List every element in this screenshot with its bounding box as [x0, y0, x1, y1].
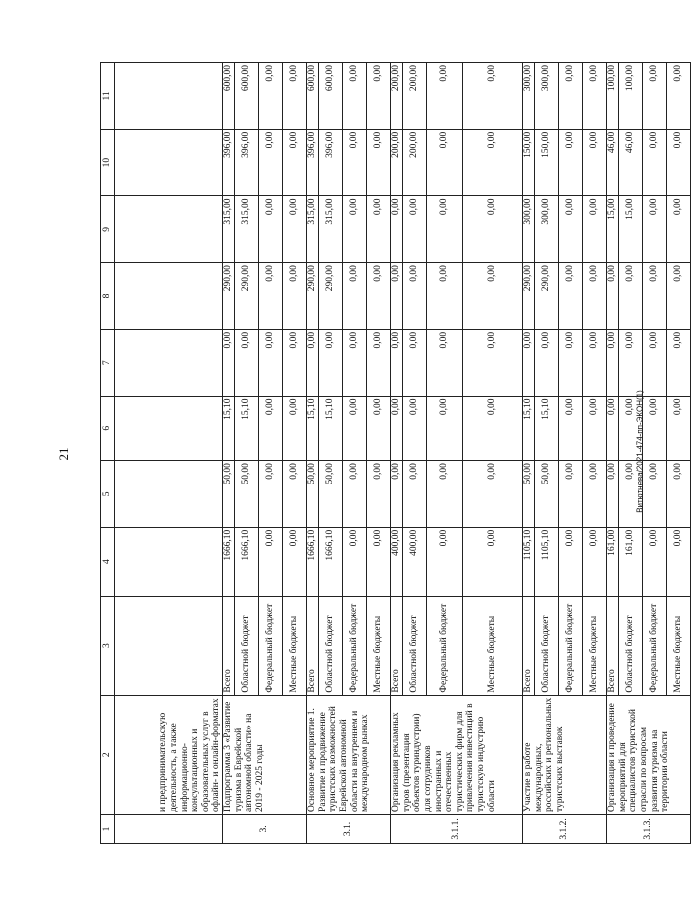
amount-cell: 0,00	[643, 63, 667, 130]
amount-cell: 150,00	[535, 129, 559, 196]
amount-cell: 50,00	[223, 461, 235, 528]
continuation-num-cell	[115, 814, 223, 843]
amount-cell: 0,00	[463, 63, 523, 130]
item-number: 3.1.	[307, 814, 391, 843]
amount-cell: 290,00	[307, 263, 319, 330]
item-description: Организация рекламных туров (презентация объектов туриндустрии) для сотрудников иностранных и отечественных туристических фирм для привлечения инвестиций в туристскую индустрию области	[391, 695, 523, 814]
amount-cell: 0,00	[463, 396, 523, 461]
amount-cell: 0,00	[667, 263, 691, 330]
amount-cell: 0,00	[643, 329, 667, 396]
column-header-9: 9	[101, 196, 115, 263]
funding-source: Областной бюджет	[403, 596, 427, 695]
amount-cell: 0,00	[427, 527, 463, 596]
amount-cell: 315,00	[319, 196, 343, 263]
amount-cell: 0,00	[643, 461, 667, 528]
column-header-2: 2	[101, 695, 115, 814]
amount-cell: 0,00	[259, 461, 283, 528]
amount-cell: 200,00	[391, 129, 403, 196]
amount-cell: 0,00	[343, 129, 367, 196]
amount-cell: 0,00	[619, 396, 643, 461]
item-description: Основное мероприятие 1. Развитие и продвижение туристских возможностей Еврейской автономной области на внутреннем и международном рынках	[307, 695, 391, 814]
column-header-7: 7	[101, 329, 115, 396]
amount-cell: 0,00	[403, 196, 427, 263]
amount-cell: 0,00	[427, 329, 463, 396]
item-number: 3.1.1.	[391, 814, 523, 843]
amount-cell: 0,00	[259, 263, 283, 330]
item-description: Участие в работе международных, российских и региональных туристских выставок	[523, 695, 607, 814]
column-header-10: 10	[101, 129, 115, 196]
amount-cell: 0,00	[667, 329, 691, 396]
amount-cell: 0,00	[559, 396, 583, 461]
amount-cell: 0,00	[643, 196, 667, 263]
column-header-3: 3	[101, 596, 115, 695]
amount-cell: 50,00	[523, 461, 535, 528]
amount-cell: 1666,10	[235, 527, 259, 596]
amount-cell: 0,00	[667, 129, 691, 196]
funding-source: Федеральный бюджет	[643, 596, 667, 695]
amount-cell: 200,00	[391, 63, 403, 130]
amount-cell: 15,00	[607, 196, 619, 263]
amount-cell: 0,00	[667, 461, 691, 528]
amount-cell: 0,00	[607, 396, 619, 461]
amount-cell: 0,00	[667, 396, 691, 461]
funding-source: Федеральный бюджет	[343, 596, 367, 695]
amount-cell: 0,00	[607, 461, 619, 528]
table-row	[307, 63, 319, 844]
amount-cell: 0,00	[367, 129, 391, 196]
funding-source: Федеральный бюджет	[427, 596, 463, 695]
amount-cell: 290,00	[235, 263, 259, 330]
amount-cell: 15,10	[319, 396, 343, 461]
amount-cell: 0,00	[403, 263, 427, 330]
amount-cell: 396,00	[319, 129, 343, 196]
amount-cell: 0,00	[583, 527, 607, 596]
amount-cell: 0,00	[583, 129, 607, 196]
funding-source: Местные бюджеты	[667, 596, 691, 695]
amount-cell: 0,00	[343, 527, 367, 596]
funding-source: Всего	[523, 596, 535, 695]
amount-cell: 15,10	[523, 396, 535, 461]
amount-cell: 1666,10	[319, 527, 343, 596]
amount-cell: 0,00	[391, 329, 403, 396]
amount-cell: 400,00	[403, 527, 427, 596]
amount-cell: 0,00	[427, 461, 463, 528]
budget-table	[100, 62, 691, 844]
amount-cell: 0,00	[463, 263, 523, 330]
continuation-row	[115, 63, 223, 844]
amount-cell: 0,00	[559, 129, 583, 196]
amount-cell: 300,00	[535, 196, 559, 263]
amount-cell: 396,00	[223, 129, 235, 196]
amount-cell: 0,00	[259, 396, 283, 461]
amount-cell: 0,00	[367, 527, 391, 596]
amount-cell: 600,00	[319, 63, 343, 130]
amount-cell: 15,10	[235, 396, 259, 461]
amount-cell: 0,00	[559, 527, 583, 596]
amount-cell: 0,00	[367, 196, 391, 263]
funding-source: Областной бюджет	[235, 596, 259, 695]
amount-cell: 15,10	[535, 396, 559, 461]
amount-cell: 0,00	[463, 329, 523, 396]
amount-cell: 0,00	[559, 263, 583, 330]
amount-cell: 0,00	[259, 196, 283, 263]
amount-cell: 290,00	[319, 263, 343, 330]
column-header-6: 6	[101, 396, 115, 461]
amount-cell: 0,00	[235, 329, 259, 396]
amount-cell: 0,00	[307, 329, 319, 396]
amount-cell: 15,10	[223, 396, 235, 461]
amount-cell: 0,00	[643, 263, 667, 330]
amount-cell: 15,00	[619, 196, 643, 263]
amount-cell: 50,00	[235, 461, 259, 528]
amount-cell: 300,00	[523, 196, 535, 263]
page-number: 21	[56, 447, 71, 461]
amount-cell: 0,00	[667, 63, 691, 130]
funding-source: Всего	[307, 596, 319, 695]
amount-cell: 50,00	[535, 461, 559, 528]
funding-source: Федеральный бюджет	[559, 596, 583, 695]
amount-cell: 400,00	[391, 527, 403, 596]
amount-cell: 0,00	[403, 396, 427, 461]
amount-cell: 0,00	[643, 396, 667, 461]
amount-cell: 0,00	[463, 129, 523, 196]
amount-cell: 0,00	[427, 196, 463, 263]
amount-cell: 0,00	[607, 329, 619, 396]
amount-cell: 150,00	[523, 129, 535, 196]
amount-cell: 100,00	[619, 63, 643, 130]
amount-cell: 0,00	[283, 263, 307, 330]
amount-cell: 0,00	[559, 196, 583, 263]
amount-cell: 0,00	[463, 461, 523, 528]
amount-cell: 200,00	[403, 63, 427, 130]
amount-cell: 46,00	[607, 129, 619, 196]
amount-cell: 1105,10	[523, 527, 535, 596]
amount-cell: 0,00	[427, 263, 463, 330]
amount-cell: 0,00	[643, 129, 667, 196]
amount-cell: 0,00	[523, 329, 535, 396]
amount-cell: 0,00	[619, 461, 643, 528]
column-header-1: 1	[101, 814, 115, 843]
amount-cell: 0,00	[463, 527, 523, 596]
amount-cell: 0,00	[427, 396, 463, 461]
table-row	[523, 63, 535, 844]
amount-cell: 300,00	[523, 63, 535, 130]
amount-cell: 0,00	[607, 263, 619, 330]
table-row	[223, 63, 235, 844]
amount-cell: 0,00	[427, 129, 463, 196]
funding-source: Областной бюджет	[619, 596, 643, 695]
amount-cell: 0,00	[619, 329, 643, 396]
amount-cell: 0,00	[583, 329, 607, 396]
amount-cell: 0,00	[223, 329, 235, 396]
amount-cell: 0,00	[619, 263, 643, 330]
amount-cell: 0,00	[367, 263, 391, 330]
amount-cell: 161,00	[607, 527, 619, 596]
amount-cell: 0,00	[583, 263, 607, 330]
amount-cell: 0,00	[535, 329, 559, 396]
amount-cell: 0,00	[259, 129, 283, 196]
amount-cell: 600,00	[307, 63, 319, 130]
amount-cell: 0,00	[583, 396, 607, 461]
amount-cell: 0,00	[283, 527, 307, 596]
funding-source: Всего	[391, 596, 403, 695]
item-description: Подпрограмма 3 «Развитие туризма в Еврейской автономной области» на 2019 - 2025 годы	[223, 695, 307, 814]
amount-cell: 600,00	[223, 63, 235, 130]
amount-cell: 600,00	[235, 63, 259, 130]
amount-cell: 1666,10	[223, 527, 235, 596]
funding-source: Всего	[223, 596, 235, 695]
funding-source: Всего	[607, 596, 619, 695]
amount-cell: 0,00	[583, 63, 607, 130]
amount-cell: 15,10	[307, 396, 319, 461]
amount-cell: 315,00	[223, 196, 235, 263]
column-number-row	[101, 63, 115, 844]
continuation-desc: и предпринимательскую деятельность, а также информационно-консультационных и образовательных услуг в офлайн- и онлайн-форматах	[115, 695, 223, 814]
amount-cell: 0,00	[583, 196, 607, 263]
amount-cell: 0,00	[367, 461, 391, 528]
amount-cell: 0,00	[367, 396, 391, 461]
amount-cell: 0,00	[667, 527, 691, 596]
amount-cell: 0,00	[559, 329, 583, 396]
amount-cell: 0,00	[343, 329, 367, 396]
amount-cell: 0,00	[427, 63, 463, 130]
column-header-4: 4	[101, 527, 115, 596]
amount-cell: 0,00	[259, 329, 283, 396]
amount-cell: 0,00	[391, 461, 403, 528]
amount-cell: 290,00	[223, 263, 235, 330]
amount-cell: 0,00	[391, 263, 403, 330]
amount-cell: 0,00	[259, 63, 283, 130]
amount-cell: 0,00	[259, 527, 283, 596]
item-number: 3.1.2.	[523, 814, 607, 843]
amount-cell: 200,00	[403, 129, 427, 196]
amount-cell: 300,00	[535, 63, 559, 130]
amount-cell: 0,00	[367, 329, 391, 396]
amount-cell: 0,00	[391, 396, 403, 461]
funding-source: Местные бюджеты	[463, 596, 523, 695]
amount-cell: 290,00	[535, 263, 559, 330]
funding-source: Областной бюджет	[535, 596, 559, 695]
amount-cell: 315,00	[307, 196, 319, 263]
amount-cell: 0,00	[343, 196, 367, 263]
amount-cell: 0,00	[283, 63, 307, 130]
item-description: Организация и проведение мероприятий для специалистов туристской отрасли по вопросам развития туризма на территории области	[607, 695, 691, 814]
amount-cell: 1666,10	[307, 527, 319, 596]
amount-cell: 290,00	[523, 263, 535, 330]
amount-cell: 46,00	[619, 129, 643, 196]
document-reference: Витютнева/2021-474-пп-ЭКОН(1)	[635, 390, 645, 513]
amount-cell: 0,00	[667, 196, 691, 263]
table-row	[607, 63, 619, 844]
column-header-11: 11	[101, 63, 115, 130]
column-header-5: 5	[101, 461, 115, 528]
amount-cell: 0,00	[559, 63, 583, 130]
amount-cell: 0,00	[283, 329, 307, 396]
amount-cell: 0,00	[343, 396, 367, 461]
amount-cell: 0,00	[391, 196, 403, 263]
amount-cell: 0,00	[283, 196, 307, 263]
amount-cell: 0,00	[583, 461, 607, 528]
funding-source: Местные бюджеты	[367, 596, 391, 695]
amount-cell: 396,00	[235, 129, 259, 196]
funding-source: Областной бюджет	[319, 596, 343, 695]
amount-cell: 161,00	[619, 527, 643, 596]
amount-cell: 0,00	[283, 129, 307, 196]
table-row	[391, 63, 403, 844]
funding-source: Федеральный бюджет	[259, 596, 283, 695]
item-number: 3.	[223, 814, 307, 843]
amount-cell: 0,00	[283, 461, 307, 528]
amount-cell: 0,00	[403, 461, 427, 528]
amount-cell: 396,00	[307, 129, 319, 196]
amount-cell: 0,00	[283, 396, 307, 461]
amount-cell: 315,00	[235, 196, 259, 263]
amount-cell: 1105,10	[535, 527, 559, 596]
amount-cell: 0,00	[343, 63, 367, 130]
item-number: 3.1.3.	[607, 814, 691, 843]
amount-cell: 50,00	[307, 461, 319, 528]
funding-source: Местные бюджеты	[583, 596, 607, 695]
amount-cell: 0,00	[343, 263, 367, 330]
column-header-8: 8	[101, 263, 115, 330]
amount-cell: 0,00	[367, 63, 391, 130]
amount-cell: 100,00	[607, 63, 619, 130]
amount-cell: 0,00	[463, 196, 523, 263]
amount-cell: 0,00	[559, 461, 583, 528]
amount-cell: 0,00	[343, 461, 367, 528]
amount-cell: 0,00	[643, 527, 667, 596]
amount-cell: 0,00	[403, 329, 427, 396]
funding-source: Местные бюджеты	[283, 596, 307, 695]
amount-cell: 50,00	[319, 461, 343, 528]
amount-cell: 0,00	[319, 329, 343, 396]
